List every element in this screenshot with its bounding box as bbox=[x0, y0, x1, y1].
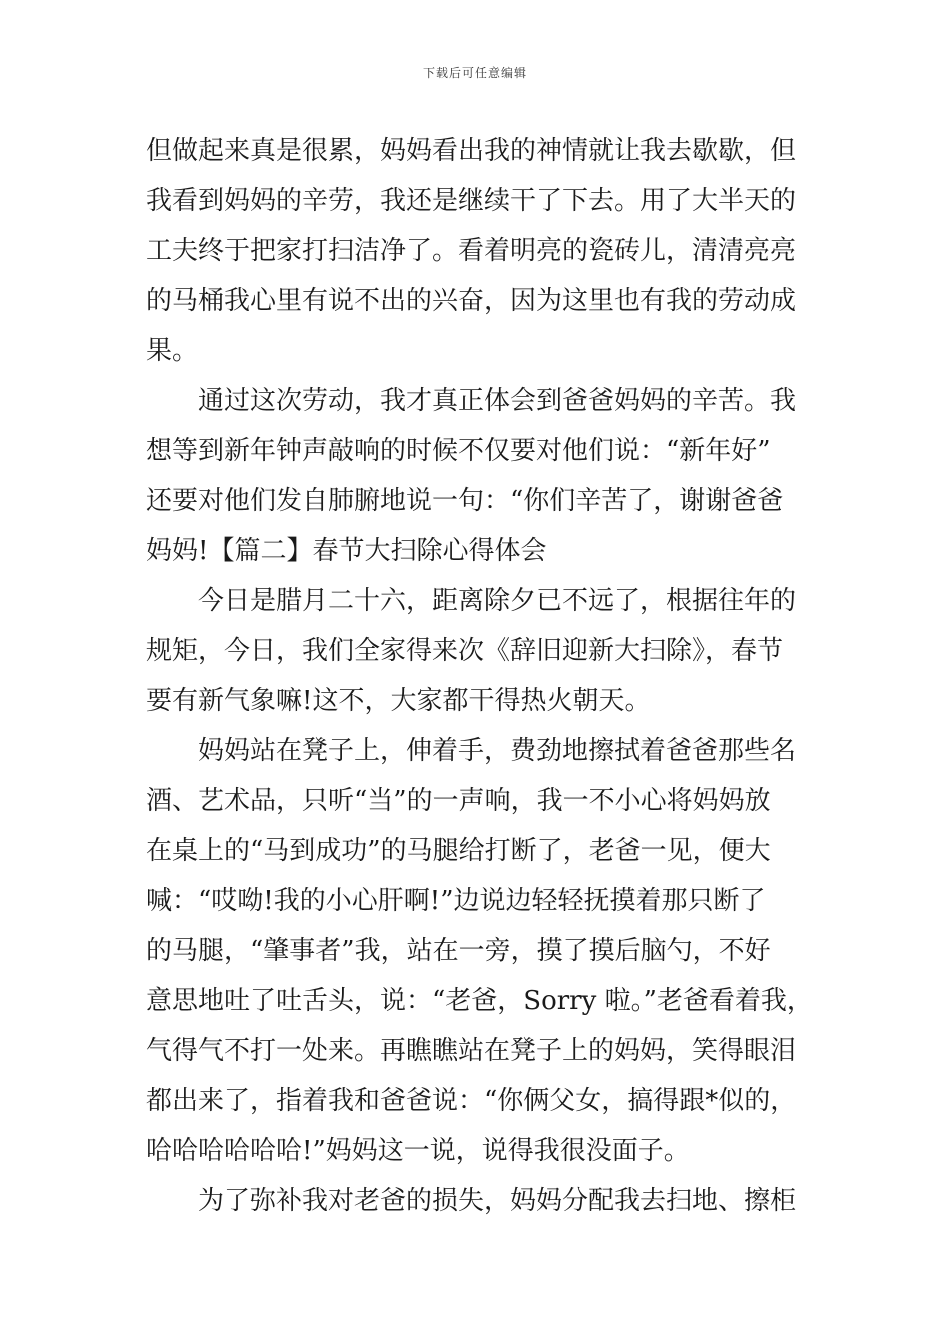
text-line: 在桌上的“马到成功”的马腿给打断了，老爸一见，便大 bbox=[146, 836, 771, 866]
text-line: 妈妈站在凳子上，伸着手，费劲地擦拭着爸爸那些名 bbox=[198, 736, 797, 766]
text-line: 的马桶我心里有说不出的兴奋，因为这里也有我的劳动成 bbox=[146, 286, 797, 316]
text-line: 今日是腊月二十六，距离除夕已不远了，根据往年的 bbox=[198, 586, 797, 616]
text-line: 意思地吐了吐舌头，说：“老爸，Sorry 啦。”老爸看着我， bbox=[146, 986, 813, 1016]
text-line: 要有新气象嘛!这不，大家都干得热火朝天。 bbox=[146, 686, 651, 716]
text-line: 都出来了，指着我和爸爸说：“你俩父女，搞得跟*似的， bbox=[146, 1086, 797, 1116]
text-line: 还要对他们发自肺腑地说一句：“你们辛苦了，谢谢爸爸 bbox=[146, 486, 784, 516]
text-line: 气得气不打一处来。再瞧瞧站在凳子上的妈妈，笑得眼泪 bbox=[146, 1036, 797, 1066]
text-line: 喊：“哎呦!我的小心肝啊!”边说边轻轻抚摸着那只断了 bbox=[146, 886, 766, 916]
page-header-note: 下载后可任意编辑 bbox=[422, 66, 527, 80]
body-text bbox=[146, 126, 816, 1226]
text-line: 的马腿，“肇事者”我，站在一旁，摸了摸后脑勺，不好 bbox=[146, 936, 771, 966]
text-line: 但做起来真是很累，妈妈看出我的神情就让我去歇歇，但 bbox=[146, 136, 797, 166]
text-line: 妈妈!【篇二】春节大扫除心得体会 bbox=[146, 536, 547, 566]
text-line: 规矩，今日，我们全家得来次《辞旧迎新大扫除》，春节 bbox=[146, 636, 784, 666]
text-line: 果。 bbox=[146, 336, 199, 366]
text-line: 酒、艺术品，只听“当”的一声响，我一不小心将妈妈放 bbox=[146, 786, 771, 816]
text-line: 我看到妈妈的辛劳，我还是继续干了下去。用了大半天的 bbox=[146, 186, 797, 216]
text-line: 工夫终于把家打扫洁净了。看着明亮的瓷砖儿，清清亮亮 bbox=[146, 236, 797, 266]
text-line: 通过这次劳动，我才真正体会到爸爸妈妈的辛苦。我 bbox=[198, 386, 797, 416]
text-line: 为了弥补我对老爸的损失，妈妈分配我去扫地、擦柜 bbox=[198, 1186, 797, 1216]
text-line: 哈哈哈哈哈哈!”妈妈这一说，说得我很没面子。 bbox=[146, 1136, 690, 1166]
text-line: 想等到新年钟声敲响的时候不仅要对他们说：“新年好” bbox=[146, 436, 771, 466]
